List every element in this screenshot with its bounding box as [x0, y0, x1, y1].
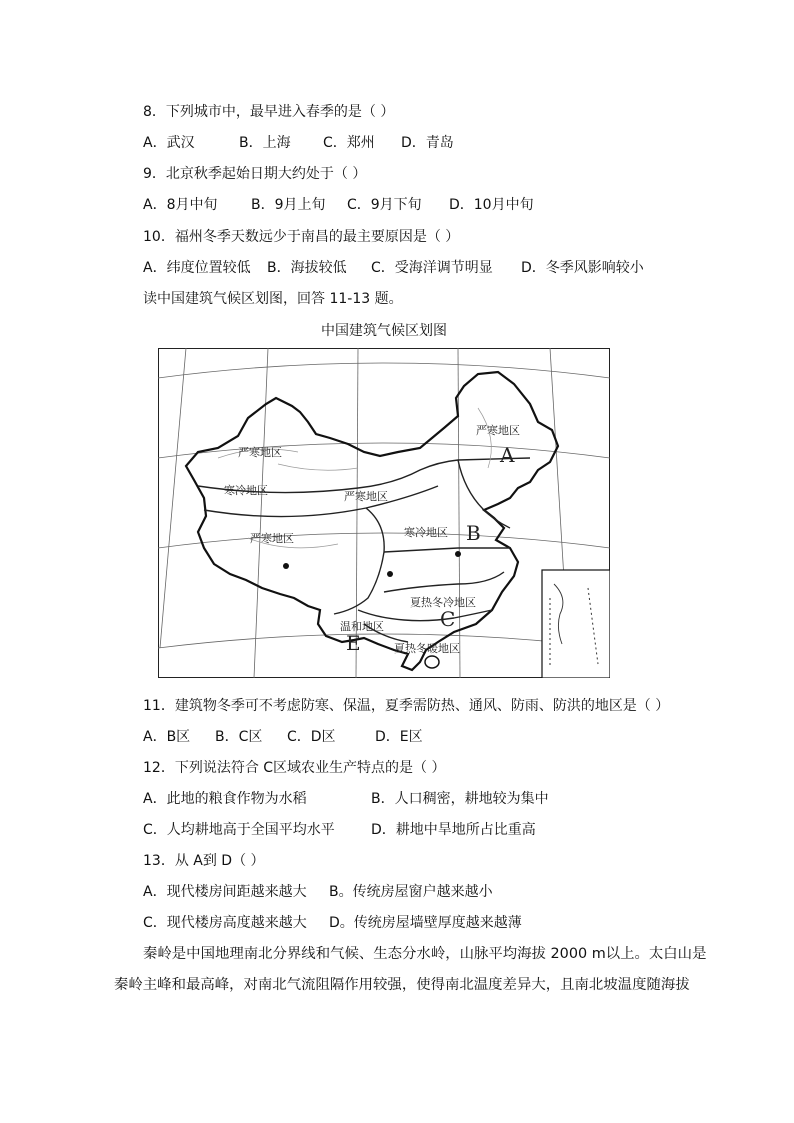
zone-letter-e: E [346, 631, 361, 655]
question-11-stem: 11．建筑物冬季可不考虑防寒、保温，夏季需防热、通风、防雨、防洪的地区是（ ） [143, 698, 670, 714]
option-a: A．武汉 [143, 135, 195, 151]
zone-label: 严寒地区 [238, 446, 282, 459]
option-d: D．耕地中旱地所占比重高 [371, 822, 536, 838]
contour-lines [218, 408, 491, 548]
passage-line-1: 秦岭是中国地理南北分界线和气候、生态分水岭，山脉平均海拔 2000 m以上。太白山是 [143, 946, 707, 962]
option-a: A．B区 [143, 729, 191, 745]
question-9-stem: 9．北京秋季起始日期大约处于（ ） [143, 166, 367, 182]
zone-label: 严寒地区 [250, 532, 294, 545]
south-china-sea-inset [542, 570, 610, 678]
zone-label: 严寒地区 [344, 490, 388, 503]
option-c: C．受海洋调节明显 [371, 260, 493, 276]
zone-label: 温和地区 [340, 620, 384, 633]
zone-label: 寒冷地区 [404, 526, 448, 539]
option-d: D．10月中旬 [449, 197, 534, 213]
option-d: D。传统房屋墙壁厚度越来越薄 [329, 915, 522, 931]
question-11-options [143, 727, 423, 747]
city-dot [283, 563, 289, 569]
option-b: B．9月上旬 [251, 197, 326, 213]
question-10-options [143, 258, 644, 278]
option-d: D．冬季风影响较小 [521, 260, 644, 276]
zone-label: 夏热冬暖地区 [394, 642, 460, 655]
option-d: D．青岛 [401, 135, 454, 151]
option-a: A．8月中旬 [143, 197, 218, 213]
passage-line-2: 秦岭主峰和最高峰，对南北气流阻隔作用较强，使得南北温度差异大，且南北坡温度随海拔 [114, 977, 690, 993]
zone-letter-a: A [500, 443, 515, 467]
option-c: C．人均耕地高于全国平均水平 [143, 822, 335, 838]
option-c: C．现代楼房高度越来越大 [143, 915, 307, 931]
climate-zone-map-figure [158, 322, 610, 678]
option-b: B．人口稠密，耕地较为集中 [371, 791, 549, 807]
option-a: A．此地的粮食作物为水稻 [143, 791, 307, 807]
option-c: C．9月下旬 [347, 197, 422, 213]
zone-letter-b: B [466, 521, 481, 545]
city-dot [387, 571, 393, 577]
option-a: A．纬度位置较低 [143, 260, 251, 276]
option-c: C．郑州 [323, 135, 375, 151]
question-12-options-row1 [143, 789, 549, 809]
question-13-options-row1 [143, 882, 493, 902]
option-d: D．E区 [375, 729, 423, 745]
zone-letter-c: C [440, 607, 456, 631]
option-b: B．C区 [215, 729, 263, 745]
china-map [158, 348, 610, 678]
zone-label: 夏热冬冷地区 [410, 596, 476, 609]
zone-label: 严寒地区 [476, 424, 520, 437]
question-12-stem: 12．下列说法符合 C区域农业生产特点的是（ ） [143, 760, 446, 776]
question-8-stem: 8．下列城市中，最早进入春季的是（ ） [143, 104, 395, 120]
city-dot [455, 551, 461, 557]
option-b: B．海拔较低 [267, 260, 347, 276]
question-13-stem: 13．从 A到 D（ ） [143, 853, 265, 869]
map-intro-text: 读中国建筑气候区划图，回答 11-13 题。 [143, 291, 403, 307]
question-10-stem: 10．福州冬季天数远少于南昌的最主要原因是（ ） [143, 229, 460, 245]
option-b: B．上海 [239, 135, 291, 151]
question-8-options [143, 133, 454, 153]
question-12-options-row2 [143, 820, 536, 840]
option-c: C．D区 [287, 729, 336, 745]
option-a: A．现代楼房间距越来越大 [143, 884, 307, 900]
hainan-island [425, 656, 439, 668]
zone-label: 寒冷地区 [224, 484, 268, 497]
map-title: 中国建筑气候区划图 [321, 323, 447, 339]
option-b: B。传统房屋窗户越来越小 [329, 884, 493, 900]
question-13-options-row2 [143, 913, 522, 933]
question-9-options [143, 195, 534, 215]
